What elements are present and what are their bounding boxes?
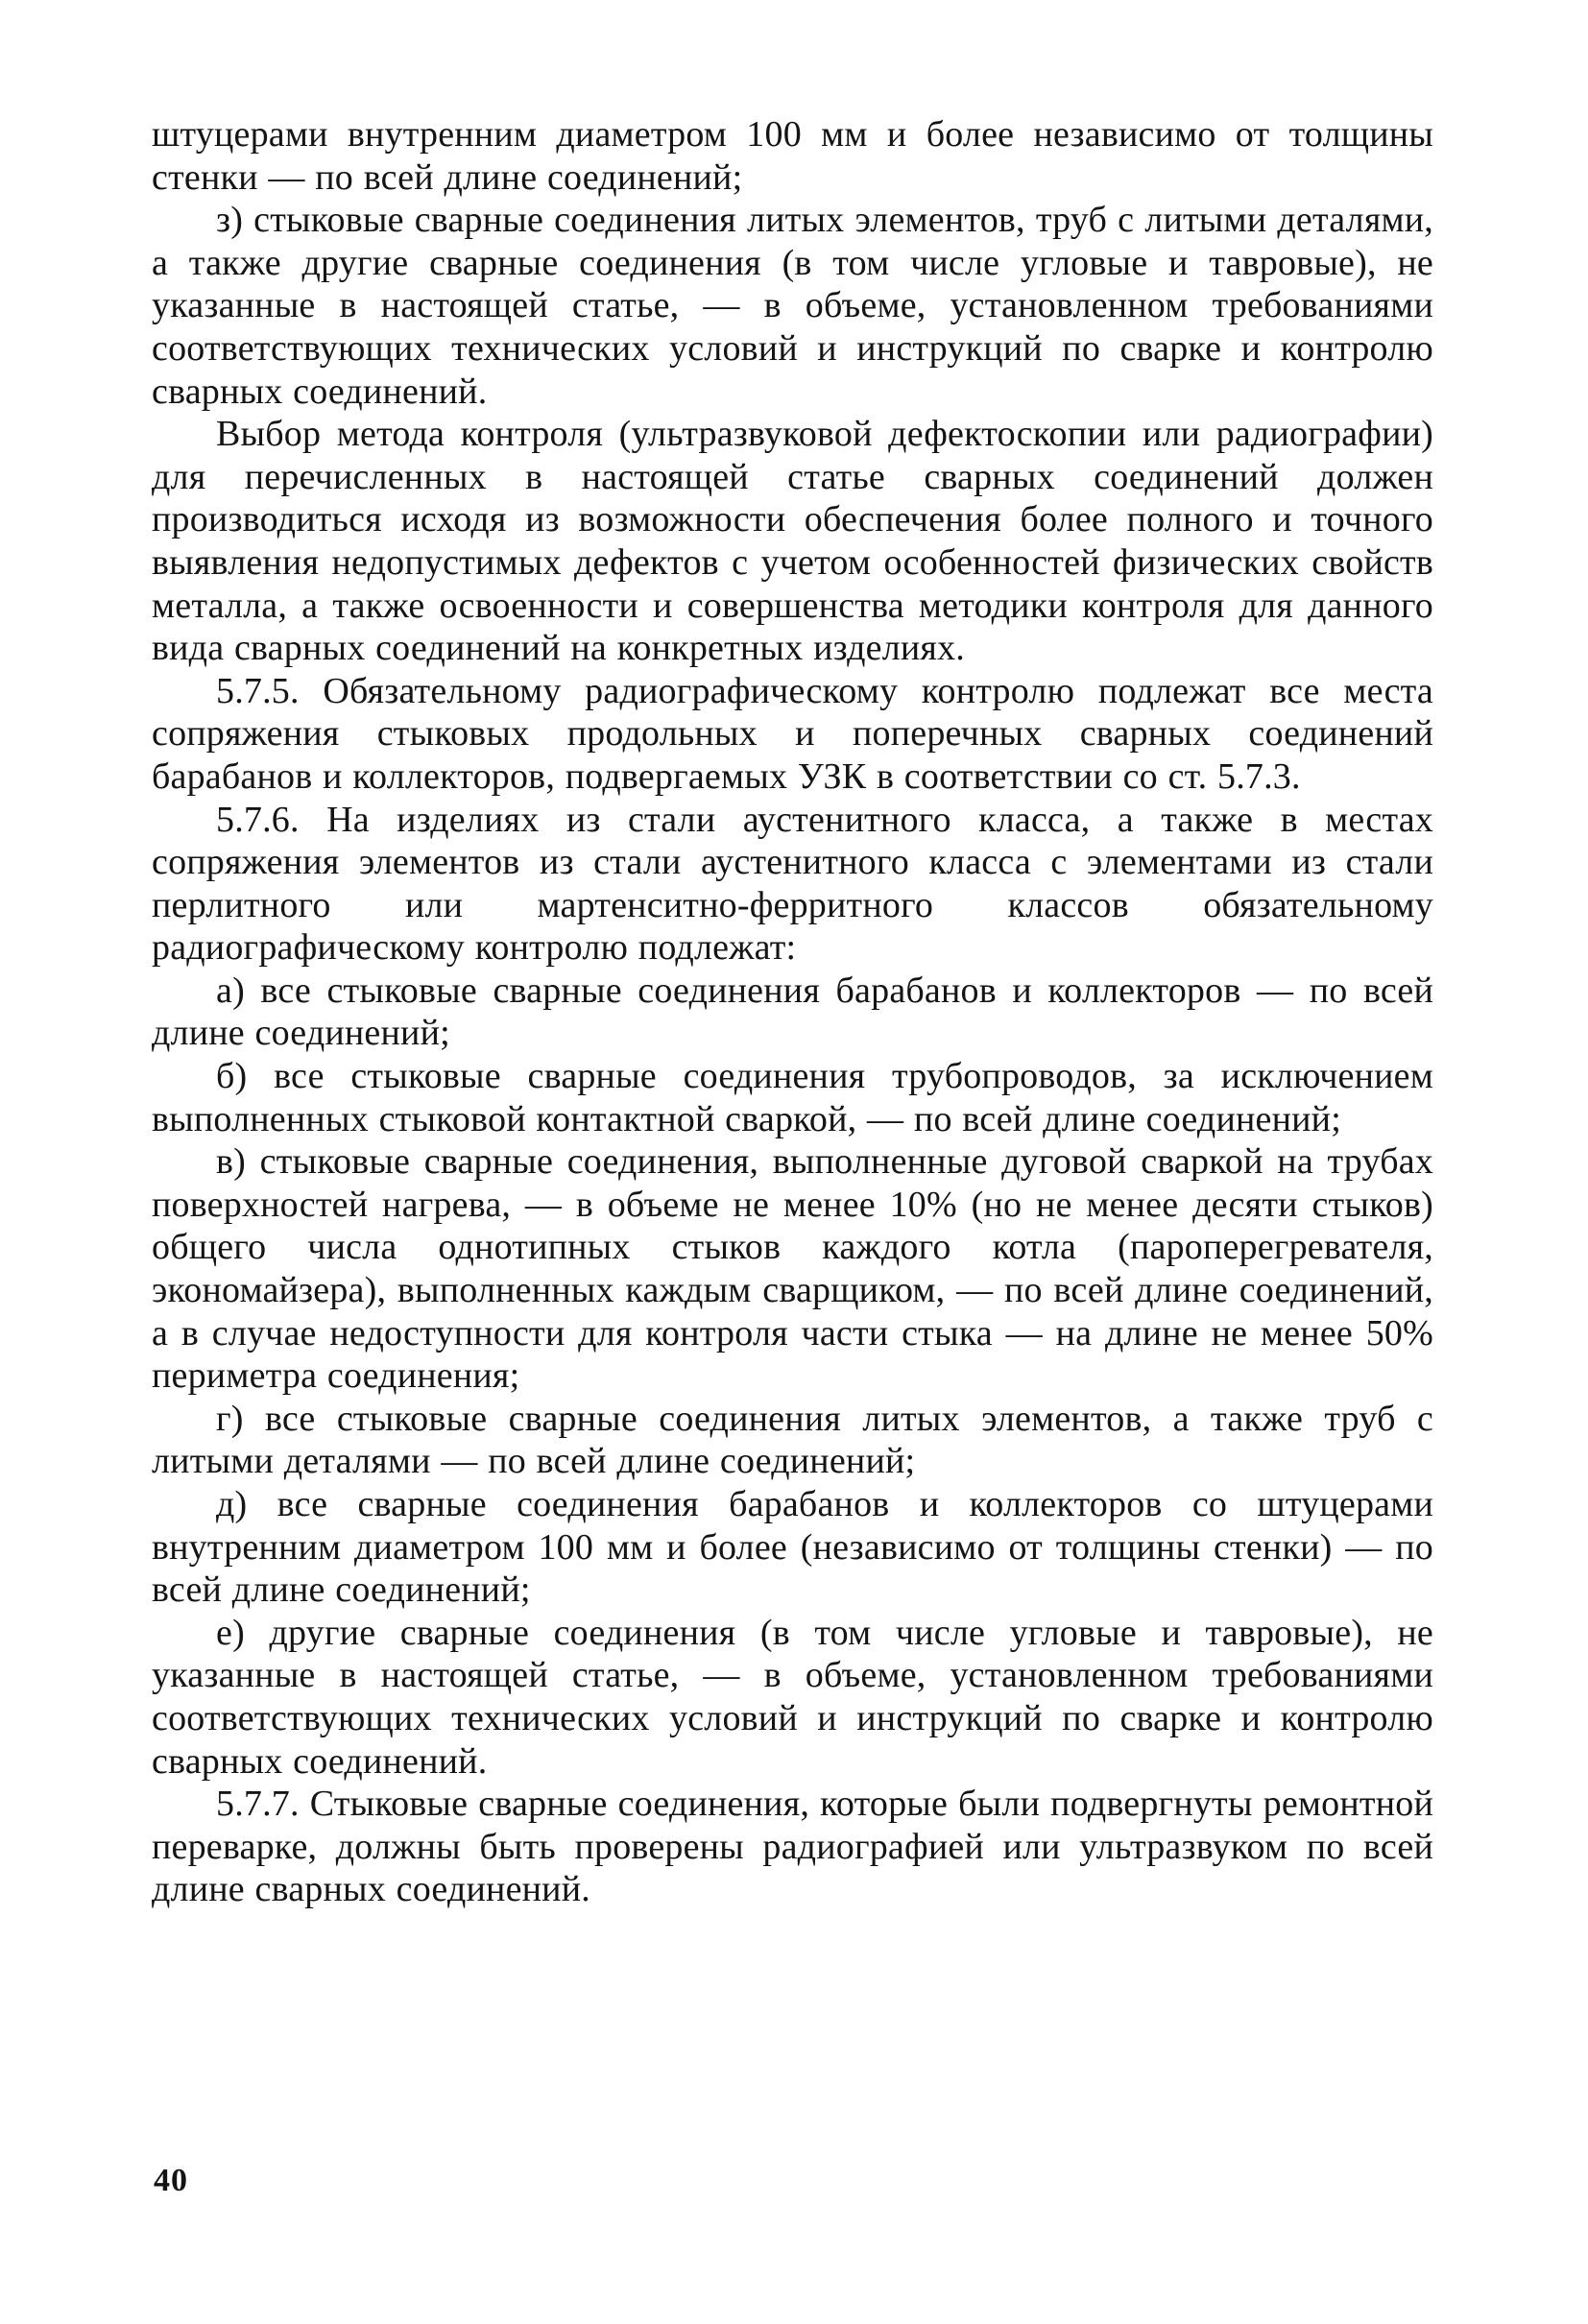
paragraph-item-z: з) стыковые сварные соединения литых элементов, труб с литыми деталями, а также другие сварные соединения (в том числе угловые и тавровые), не указанные в настоящей статье, — в объеме, установленном требованиями соответствующих технических условий и инструкций по сварке и контролю сварных соединений. xyxy=(152,200,1433,412)
paragraph-method-choice: Выбор метода контроля (ультразвуковой дефектоскопии или радиографии) для перечисленных в настоящей статье сварных соединений должен производиться исходя из возможности обеспечения более полного и точного выявления недопустимых дефектов с учетом особенностей физических свойств металла, а также освоенности и совершенства методики контроля для данного вида сварных соединений на конкретных изделиях. xyxy=(152,414,1433,669)
paragraph-5-7-5: 5.7.5. Обязательному радиографическому контролю подлежат все места сопряжения стыковых продольных и поперечных сварных соединений барабанов и коллекторов, подвергаемых УЗК в соответствии со ст. 5.7.3. xyxy=(152,670,1433,797)
paragraph-item-e: е) другие сварные соединения (в том числе угловые и тавровые), не указанные в настоящей статье, — в объеме, установленном требованиями соответствующих технических условий и инструкций по сварке и контролю сварных соединений. xyxy=(152,1612,1433,1782)
page-number: 40 xyxy=(154,2163,188,2198)
paragraph-item-d: д) все сварные соединения барабанов и коллекторов со штуцерами внутренним диаметром 100 мм и более (независимо от толщины стенки) — по всей длине соединений; xyxy=(152,1484,1433,1611)
paragraph-continuation: штуцерами внутренним диаметром 100 мм и более независимо от толщины стенки — по всей длине соединений; xyxy=(152,114,1433,198)
paragraph-item-b: б) все стыковые сварные соединения трубопроводов, за исключением выполненных стыковой контактной сваркой, — по всей длине соединений; xyxy=(152,1056,1433,1139)
paragraph-item-g: г) все стыковые сварные соединения литых элементов, а также труб с литыми деталями — по всей длине соединений; xyxy=(152,1398,1433,1482)
paragraph-item-v: в) стыковые сварные соединения, выполненные дуговой сваркой на трубах поверхностей нагрева, — в объеме не менее 10% (но не менее десяти стыков) общего числа однотипных стыков каждого котла (пароперегревателя, экономайзера), выполненных каждым сварщиком, — по всей длине соединений, а в случае недоступности для контроля части стыка — на длине не менее 50% периметра соединения; xyxy=(152,1141,1433,1397)
paragraph-5-7-6: 5.7.6. На изделиях из стали аустенитного класса, а также в местах сопряжения элементов из стали аустенитного класса с элементами из стали перлитного или мартенситно-ферритного классов обязательному радиографическому контролю подлежат: xyxy=(152,799,1433,969)
paragraph-item-a: а) все стыковые сварные соединения барабанов и коллекторов — по всей длине соединений; xyxy=(152,970,1433,1054)
page-body xyxy=(152,113,1433,1911)
paragraph-5-7-7: 5.7.7. Стыковые сварные соединения, которые были подвергнуты ремонтной переварке, должны быть проверены радиографией или ультразвуком по всей длине сварных соединений. xyxy=(152,1784,1433,1910)
